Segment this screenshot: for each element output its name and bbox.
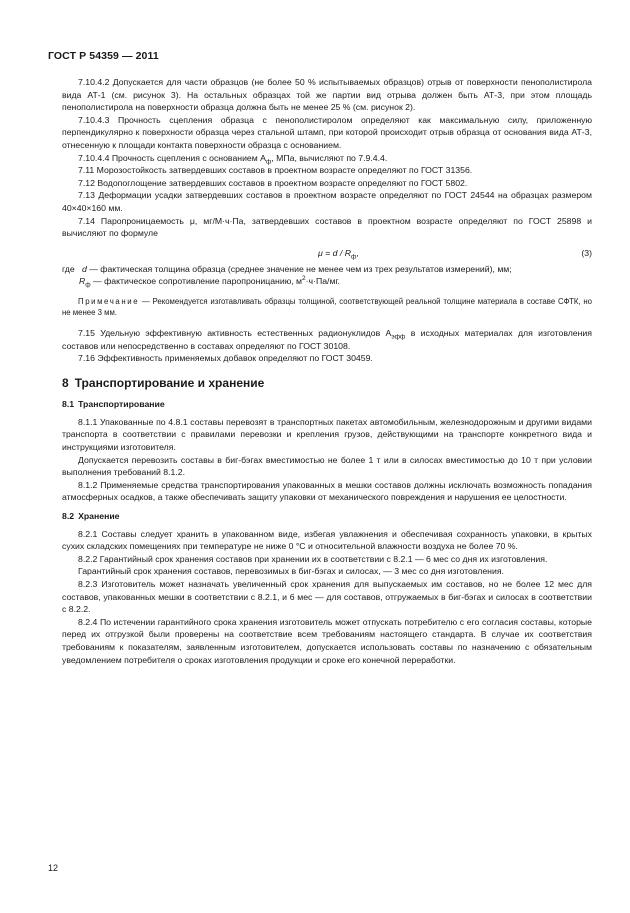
page-content	[62, 76, 592, 666]
page-number: 12	[48, 863, 59, 873]
note-label: Примечание	[78, 296, 140, 306]
paragraph-7-15: 7.15 Удельную эффективную активность естественных радионуклидов $A_{эфф}$ в исходных материалах для изготовления составов или непосредственно в составах определяют по ГОСТ 30108.	[62, 327, 592, 351]
paragraph-8-2-3: 8.2.3 Изготовитель может назначать увеличенный срок хранения для выпускаемых им составов, но не более 12 мес для составов, упакованных мешки в соответствии с 8.2.1, и 6 мес — для составов, отгружаемых в биг-бэгах и силосах в соответствии с 8.2.2.	[62, 579, 592, 615]
document-header: ГОСТ Р 54359 — 2011	[48, 50, 159, 62]
paragraph-7-14: 7.14 Паропроницаемость μ, мг/М·ч·Па, затвердевших составов в проектном возрасте определяют по ГОСТ 25898 и вычисляют по формуле	[62, 215, 592, 239]
subsection-8-1-heading: 8.1 Транспортирование	[62, 399, 165, 410]
subsection-8-2-heading: 8.2 Хранение	[62, 511, 120, 522]
formula-number: (3)	[581, 247, 592, 258]
formula-3	[62, 247, 592, 260]
paragraph-8-2-2-b: Гарантийный срок хранения составов, перевозимых в биг-бэгах и силосах, — 3 мес со дня изготовления.	[78, 566, 504, 577]
where-d: где d — фактическая толщина образца (среднее значение не менее чем из трех результатов измерений), мм;	[62, 263, 512, 274]
paragraph-8-1-2: 8.1.2 Применяемые средства транспортирования упакованных в мешки составов должны исключать возможность попадания атмосферных осадков, а также обеспечивать защиту упаковки от механического повреждения и нарушения ее целостности.	[62, 479, 592, 503]
note: Примечание — Рекомендуется изготавливать образцы толщиной, соответствующей реальной толщине материала в составе СФТК, но не менее 3 мм.	[62, 296, 592, 318]
paragraph-7-13: 7.13 Деформации усадки затвердевших составов в проектном возрасте определяют по ГОСТ 24544 на образцах размером 40×40×160 мм.	[62, 190, 592, 213]
paragraph-8-1-1: 8.1.1 Упакованные по 4.8.1 составы перевозят в транспортных пакетах автомобильным, железнодорожным и другими видами транспорта в соответствии с правилами перевозки и крепления грузов, действующими на транспорте конкретного вида и инструкциями изготовителя.	[62, 416, 592, 453]
section-8-heading: 8 Транспортирование и хранение	[62, 375, 265, 390]
paragraph-7-16: 7.16 Эффективность применяемых добавок определяют по ГОСТ 30459.	[78, 353, 373, 364]
paragraph-8-2-4: 8.2.4 По истечении гарантийного срока хранения изготовитель может отпускать потребителю с его согласия составы, которые перед их отгрузкой были проверены на соответствие всем требованиям настоящего стандарта. В случае их соответствия требованиям к показателям, заявленным изготовителем, допускается использовать составы по назначению с обязательным уведомлением потребителя о сроках изготовления продукции и сроке его конечной переработки.	[62, 616, 592, 665]
paragraph-7-12: 7.12 Водопоглощение затвердевших составов в проектном возрасте определяют по ГОСТ 5802.	[78, 177, 468, 188]
paragraph-7-10-4-4: 7.10.4.4 Прочность сцепления с основанием $A_ф$, МПа, вычисляют по 7.9.4.4.	[78, 152, 388, 166]
paragraph-7-10-4-3: 7.10.4.3 Прочность сцепления образца с пенополистиролом определяют как максимальную силу, приложенную перпендикулярно к поверхности образца через стальной штамп, при которой происходит отрыв образца от основания вида АТ-3, отнесенную к площади контакта поверхности образца с основанием.	[62, 114, 592, 150]
where-r: $R_ф$ — фактическое сопротивление паропроницанию, $м^2\cdot ч\cdot Па/мг$.	[79, 275, 340, 290]
paragraph-7-10-4-2: 7.10.4.2 Допускается для части образцов (не более 50 % испытываемых образцов) отрыв от поверхности пенополистирола вида АТ-1 (см. рисунок 3). На остальных образцах той же партии вид отрыва должен быть АТ-3, при этом площадь пенополистирола на поверхности образца должна быть не менее 25 % (см. рисунок 2).	[62, 77, 592, 113]
formula-expression: $\mu = d / R_ф$,	[318, 247, 359, 261]
paragraph-8-2-1: 8.2.1 Составы следует хранить в упакованном виде, избегая увлажнения и обеспечивая сохранность упаковки, в крытых сухих складских помещениях при температуре не ниже 0 °С и относительной влажности воздуха не более 70 %.	[62, 528, 592, 552]
paragraph-8-2-2: 8.2.2 Гарантийный срок хранения составов при хранении их в соответствии с 8.2.1 — 6 мес со дня их изготовления.	[78, 553, 548, 564]
paragraph-7-11: 7.11 Морозостойкость затвердевших составов в проектном возрасте определяют по ГОСТ 31356.	[78, 165, 473, 176]
paragraph-8-1-1-b: Допускается перевозить составы в биг-бэгах вместимостью не более 1 т или в силосах вместимостью до 10 т при условии выполнения требований 8.1.2.	[62, 454, 592, 478]
